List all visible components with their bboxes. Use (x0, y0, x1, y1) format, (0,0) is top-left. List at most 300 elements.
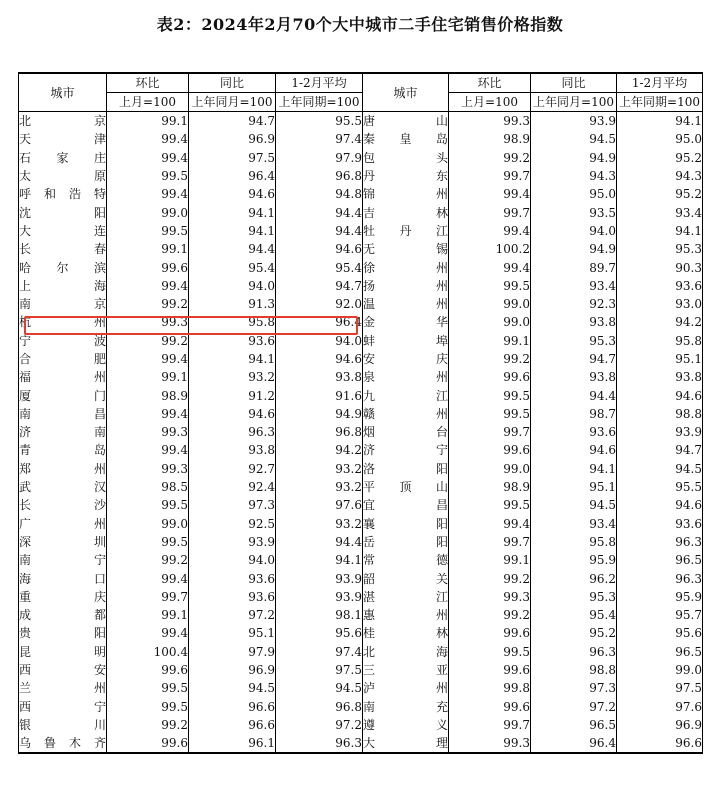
right-mom-cell: 99.4 (449, 185, 531, 203)
left-city-cell: 合肥 (19, 350, 107, 368)
right-yoy-cell: 95.0 (531, 185, 617, 203)
right-avg-cell: 95.8 (617, 332, 703, 350)
left-yoy-cell: 93.8 (189, 441, 276, 459)
left-yoy-cell: 94.6 (189, 185, 276, 203)
header-mom-right: 环比 (449, 73, 531, 93)
right-mom-cell: 99.4 (449, 258, 531, 276)
right-city-cell: 泸州 (363, 679, 449, 697)
left-avg-cell: 97.2 (276, 716, 363, 734)
right-city-cell: 襄阳 (363, 515, 449, 533)
right-yoy-cell: 95.2 (531, 624, 617, 642)
left-yoy-cell: 96.6 (189, 698, 276, 716)
right-avg-cell: 97.5 (617, 679, 703, 697)
left-mom-cell: 99.5 (107, 167, 189, 185)
right-city-cell: 锦州 (363, 185, 449, 203)
left-mom-cell: 99.4 (107, 350, 189, 368)
right-avg-cell: 95.1 (617, 350, 703, 368)
table-row (19, 698, 703, 716)
left-avg-cell: 93.9 (276, 588, 363, 606)
table-row (19, 313, 703, 331)
left-avg-cell: 96.3 (276, 734, 363, 753)
left-city-cell: 天津 (19, 130, 107, 148)
left-yoy-cell: 94.1 (189, 222, 276, 240)
left-avg-cell: 94.2 (276, 441, 363, 459)
left-avg-cell: 93.8 (276, 368, 363, 386)
left-mom-cell: 99.4 (107, 185, 189, 203)
left-mom-cell: 99.1 (107, 240, 189, 258)
left-avg-cell: 92.0 (276, 295, 363, 313)
left-avg-cell: 94.5 (276, 679, 363, 697)
left-city-cell: 石家庄 (19, 149, 107, 167)
right-yoy-cell: 96.3 (531, 643, 617, 661)
right-avg-cell: 94.1 (617, 112, 703, 131)
left-avg-cell: 91.6 (276, 386, 363, 404)
table-row (19, 185, 703, 203)
right-mom-cell: 99.2 (449, 350, 531, 368)
right-city-cell: 金华 (363, 313, 449, 331)
left-mom-cell: 99.6 (107, 734, 189, 753)
right-yoy-cell: 94.5 (531, 130, 617, 148)
right-avg-cell: 96.3 (617, 533, 703, 551)
right-avg-cell: 98.8 (617, 405, 703, 423)
right-avg-cell: 96.9 (617, 716, 703, 734)
left-mom-cell: 99.0 (107, 515, 189, 533)
left-avg-cell: 94.1 (276, 551, 363, 569)
right-mom-cell: 99.5 (449, 405, 531, 423)
right-yoy-cell: 93.9 (531, 112, 617, 131)
left-mom-cell: 99.7 (107, 588, 189, 606)
right-city-cell: 洛阳 (363, 460, 449, 478)
left-mom-cell: 99.1 (107, 368, 189, 386)
right-mom-cell: 99.6 (449, 661, 531, 679)
right-yoy-cell: 92.3 (531, 295, 617, 313)
left-yoy-cell: 97.2 (189, 606, 276, 624)
header-city-right: 城市 (363, 73, 449, 112)
table-row (19, 386, 703, 404)
header-mom-left: 环比 (107, 73, 189, 93)
right-avg-cell: 95.0 (617, 130, 703, 148)
left-yoy-cell: 96.4 (189, 167, 276, 185)
right-yoy-cell: 98.7 (531, 405, 617, 423)
left-yoy-cell: 97.9 (189, 643, 276, 661)
left-city-cell: 重庆 (19, 588, 107, 606)
right-city-cell: 韶关 (363, 569, 449, 587)
left-mom-cell: 99.3 (107, 313, 189, 331)
left-yoy-cell: 93.6 (189, 569, 276, 587)
left-avg-cell: 96.8 (276, 698, 363, 716)
left-avg-cell: 93.2 (276, 478, 363, 496)
right-mom-cell: 99.1 (449, 551, 531, 569)
left-mom-cell: 98.9 (107, 386, 189, 404)
left-yoy-cell: 96.9 (189, 130, 276, 148)
right-mom-cell: 99.0 (449, 313, 531, 331)
left-city-cell: 兰州 (19, 679, 107, 697)
left-yoy-cell: 92.7 (189, 460, 276, 478)
left-yoy-cell: 96.9 (189, 661, 276, 679)
left-avg-cell: 94.4 (276, 533, 363, 551)
right-city-cell: 蚌埠 (363, 332, 449, 350)
left-city-cell: 深圳 (19, 533, 107, 551)
left-city-cell: 济南 (19, 423, 107, 441)
right-yoy-cell: 94.0 (531, 222, 617, 240)
right-yoy-cell: 96.2 (531, 569, 617, 587)
left-yoy-cell: 94.7 (189, 112, 276, 131)
left-yoy-cell: 92.4 (189, 478, 276, 496)
left-avg-cell: 96.8 (276, 167, 363, 185)
header-avg-base-left: 上年同期=100 (276, 93, 363, 112)
left-mom-cell: 99.6 (107, 661, 189, 679)
right-yoy-cell: 93.4 (531, 277, 617, 295)
left-mom-cell: 98.5 (107, 478, 189, 496)
left-city-cell: 西宁 (19, 698, 107, 716)
left-yoy-cell: 96.1 (189, 734, 276, 753)
left-mom-cell: 99.2 (107, 332, 189, 350)
right-mom-cell: 99.5 (449, 496, 531, 514)
left-city-cell: 乌鲁木齐 (19, 734, 107, 753)
table-row (19, 496, 703, 514)
left-city-cell: 宁波 (19, 332, 107, 350)
right-city-cell: 牡丹江 (363, 222, 449, 240)
right-yoy-cell: 93.6 (531, 423, 617, 441)
right-mom-cell: 99.2 (449, 606, 531, 624)
left-city-cell: 南宁 (19, 551, 107, 569)
right-avg-cell: 93.9 (617, 423, 703, 441)
right-yoy-cell: 95.1 (531, 478, 617, 496)
header-avg-base-right: 上年同期=100 (617, 93, 703, 112)
left-avg-cell: 93.2 (276, 515, 363, 533)
table-row (19, 350, 703, 368)
left-city-cell: 郑州 (19, 460, 107, 478)
left-yoy-cell: 93.6 (189, 588, 276, 606)
left-avg-cell: 93.2 (276, 460, 363, 478)
right-yoy-cell: 95.8 (531, 533, 617, 551)
right-city-cell: 扬州 (363, 277, 449, 295)
table-row (19, 240, 703, 258)
left-yoy-cell: 93.2 (189, 368, 276, 386)
table-row (19, 277, 703, 295)
right-city-cell: 徐州 (363, 258, 449, 276)
right-mom-cell: 99.6 (449, 368, 531, 386)
left-yoy-cell: 94.5 (189, 679, 276, 697)
header-yoy-base-left: 上年同月=100 (189, 93, 276, 112)
left-yoy-cell: 95.1 (189, 624, 276, 642)
right-yoy-cell: 94.9 (531, 149, 617, 167)
right-yoy-cell: 96.4 (531, 734, 617, 753)
left-city-cell: 南京 (19, 295, 107, 313)
right-avg-cell: 94.2 (617, 313, 703, 331)
right-city-cell: 北海 (363, 643, 449, 661)
left-mom-cell: 99.4 (107, 405, 189, 423)
left-mom-cell: 99.3 (107, 423, 189, 441)
price-index-table (18, 72, 703, 754)
left-avg-cell: 96.8 (276, 423, 363, 441)
right-city-cell: 吉林 (363, 203, 449, 221)
right-mom-cell: 99.2 (449, 569, 531, 587)
right-yoy-cell: 94.6 (531, 441, 617, 459)
left-avg-cell: 97.5 (276, 661, 363, 679)
left-yoy-cell: 96.6 (189, 716, 276, 734)
right-city-cell: 常德 (363, 551, 449, 569)
right-avg-cell: 94.1 (617, 222, 703, 240)
table-row (19, 112, 703, 131)
right-city-cell: 大理 (363, 734, 449, 753)
left-mom-cell: 99.4 (107, 130, 189, 148)
right-avg-cell: 97.6 (617, 698, 703, 716)
left-mom-cell: 99.2 (107, 716, 189, 734)
right-yoy-cell: 93.8 (531, 313, 617, 331)
table-row (19, 624, 703, 642)
table-body (19, 112, 703, 754)
right-yoy-cell: 97.2 (531, 698, 617, 716)
table-row (19, 515, 703, 533)
table-row (19, 222, 703, 240)
right-yoy-cell: 94.3 (531, 167, 617, 185)
left-mom-cell: 99.4 (107, 149, 189, 167)
right-mom-cell: 99.4 (449, 222, 531, 240)
right-city-cell: 无锡 (363, 240, 449, 258)
right-mom-cell: 99.0 (449, 460, 531, 478)
right-city-cell: 安庆 (363, 350, 449, 368)
header-avg-right: 1-2月平均 (617, 73, 703, 93)
left-city-cell: 昆明 (19, 643, 107, 661)
left-city-cell: 哈尔滨 (19, 258, 107, 276)
table-row (19, 203, 703, 221)
left-avg-cell: 98.1 (276, 606, 363, 624)
left-avg-cell: 94.6 (276, 240, 363, 258)
table-row (19, 295, 703, 313)
left-avg-cell: 94.7 (276, 277, 363, 295)
right-avg-cell: 94.6 (617, 386, 703, 404)
left-avg-cell: 95.6 (276, 624, 363, 642)
right-avg-cell: 94.3 (617, 167, 703, 185)
right-yoy-cell: 94.9 (531, 240, 617, 258)
left-city-cell: 呼和浩特 (19, 185, 107, 203)
right-avg-cell: 93.8 (617, 368, 703, 386)
left-mom-cell: 99.5 (107, 533, 189, 551)
right-city-cell: 秦皇岛 (363, 130, 449, 148)
right-avg-cell: 96.5 (617, 551, 703, 569)
left-yoy-cell: 94.0 (189, 551, 276, 569)
table-row (19, 569, 703, 587)
table-row (19, 533, 703, 551)
right-yoy-cell: 95.9 (531, 551, 617, 569)
table-row (19, 460, 703, 478)
right-yoy-cell: 98.8 (531, 661, 617, 679)
right-mom-cell: 99.4 (449, 515, 531, 533)
left-city-cell: 贵阳 (19, 624, 107, 642)
right-avg-cell: 95.7 (617, 606, 703, 624)
table-row (19, 368, 703, 386)
left-city-cell: 银川 (19, 716, 107, 734)
table-row (19, 130, 703, 148)
left-city-cell: 大连 (19, 222, 107, 240)
left-avg-cell: 94.0 (276, 332, 363, 350)
right-mom-cell: 99.6 (449, 441, 531, 459)
left-avg-cell: 97.6 (276, 496, 363, 514)
header-yoy-right: 同比 (531, 73, 617, 93)
left-yoy-cell: 91.3 (189, 295, 276, 313)
right-mom-cell: 99.3 (449, 588, 531, 606)
table-row (19, 405, 703, 423)
right-yoy-cell: 94.4 (531, 386, 617, 404)
left-avg-cell: 95.4 (276, 258, 363, 276)
left-avg-cell: 94.8 (276, 185, 363, 203)
right-mom-cell: 98.9 (449, 478, 531, 496)
right-city-cell: 丹东 (363, 167, 449, 185)
right-mom-cell: 99.7 (449, 203, 531, 221)
left-avg-cell: 94.6 (276, 350, 363, 368)
left-mom-cell: 99.5 (107, 698, 189, 716)
left-yoy-cell: 92.5 (189, 515, 276, 533)
left-city-cell: 西安 (19, 661, 107, 679)
left-mom-cell: 99.4 (107, 569, 189, 587)
table-row (19, 478, 703, 496)
right-city-cell: 平顶山 (363, 478, 449, 496)
right-yoy-cell: 93.4 (531, 515, 617, 533)
left-city-cell: 南昌 (19, 405, 107, 423)
right-yoy-cell: 95.3 (531, 332, 617, 350)
left-city-cell: 成都 (19, 606, 107, 624)
left-mom-cell: 99.5 (107, 496, 189, 514)
table-header (19, 73, 703, 112)
header-city-left: 城市 (19, 73, 107, 112)
right-mom-cell: 99.7 (449, 167, 531, 185)
left-avg-cell: 96.4 (276, 313, 363, 331)
right-yoy-cell: 95.4 (531, 606, 617, 624)
right-mom-cell: 99.1 (449, 332, 531, 350)
right-avg-cell: 94.7 (617, 441, 703, 459)
right-mom-cell: 98.9 (449, 130, 531, 148)
left-yoy-cell: 94.1 (189, 203, 276, 221)
right-avg-cell: 96.3 (617, 569, 703, 587)
right-mom-cell: 99.3 (449, 112, 531, 131)
right-yoy-cell: 97.3 (531, 679, 617, 697)
table-row (19, 606, 703, 624)
left-avg-cell: 94.4 (276, 203, 363, 221)
left-mom-cell: 99.2 (107, 551, 189, 569)
left-yoy-cell: 97.3 (189, 496, 276, 514)
right-city-cell: 惠州 (363, 606, 449, 624)
left-yoy-cell: 95.8 (189, 313, 276, 331)
left-mom-cell: 99.4 (107, 277, 189, 295)
right-mom-cell: 100.2 (449, 240, 531, 258)
table-row (19, 423, 703, 441)
right-yoy-cell: 94.1 (531, 460, 617, 478)
left-yoy-cell: 93.9 (189, 533, 276, 551)
right-city-cell: 南充 (363, 698, 449, 716)
right-city-cell: 桂林 (363, 624, 449, 642)
header-yoy-base-right: 上年同月=100 (531, 93, 617, 112)
table-row (19, 258, 703, 276)
left-city-cell: 武汉 (19, 478, 107, 496)
right-avg-cell: 93.4 (617, 203, 703, 221)
left-city-cell: 福州 (19, 368, 107, 386)
right-yoy-cell: 96.5 (531, 716, 617, 734)
table-row (19, 588, 703, 606)
left-avg-cell: 95.5 (276, 112, 363, 131)
left-avg-cell: 97.4 (276, 130, 363, 148)
right-city-cell: 三亚 (363, 661, 449, 679)
left-city-cell: 上海 (19, 277, 107, 295)
page-title: 表2：2024年2月70个大中城市二手住宅销售价格指数 (156, 15, 564, 34)
right-yoy-cell: 93.8 (531, 368, 617, 386)
left-mom-cell: 99.5 (107, 679, 189, 697)
right-mom-cell: 99.7 (449, 716, 531, 734)
left-yoy-cell: 94.1 (189, 350, 276, 368)
left-mom-cell: 99.3 (107, 460, 189, 478)
right-avg-cell: 95.5 (617, 478, 703, 496)
header-yoy-left: 同比 (189, 73, 276, 93)
table-row (19, 167, 703, 185)
left-yoy-cell: 94.0 (189, 277, 276, 295)
table-row (19, 149, 703, 167)
left-yoy-cell: 91.2 (189, 386, 276, 404)
right-avg-cell: 94.5 (617, 460, 703, 478)
right-avg-cell: 93.6 (617, 277, 703, 295)
left-mom-cell: 100.4 (107, 643, 189, 661)
left-city-cell: 杭州 (19, 313, 107, 331)
table-row (19, 332, 703, 350)
right-mom-cell: 99.0 (449, 295, 531, 313)
right-city-cell: 赣州 (363, 405, 449, 423)
right-avg-cell: 96.5 (617, 643, 703, 661)
left-avg-cell: 97.9 (276, 149, 363, 167)
right-mom-cell: 99.5 (449, 277, 531, 295)
right-mom-cell: 99.2 (449, 149, 531, 167)
right-avg-cell: 96.6 (617, 734, 703, 753)
right-yoy-cell: 94.7 (531, 350, 617, 368)
right-yoy-cell: 95.3 (531, 588, 617, 606)
right-mom-cell: 99.6 (449, 698, 531, 716)
left-mom-cell: 99.2 (107, 295, 189, 313)
right-avg-cell: 95.9 (617, 588, 703, 606)
right-city-cell: 遵义 (363, 716, 449, 734)
table-row (19, 679, 703, 697)
left-city-cell: 海口 (19, 569, 107, 587)
left-avg-cell: 93.9 (276, 569, 363, 587)
right-mom-cell: 99.3 (449, 734, 531, 753)
left-city-cell: 青岛 (19, 441, 107, 459)
right-city-cell: 湛江 (363, 588, 449, 606)
left-yoy-cell: 95.4 (189, 258, 276, 276)
left-mom-cell: 99.5 (107, 222, 189, 240)
left-mom-cell: 99.1 (107, 112, 189, 131)
right-avg-cell: 95.2 (617, 149, 703, 167)
right-city-cell: 宜昌 (363, 496, 449, 514)
right-city-cell: 岳阳 (363, 533, 449, 551)
table-row (19, 551, 703, 569)
right-avg-cell: 95.6 (617, 624, 703, 642)
right-avg-cell: 94.6 (617, 496, 703, 514)
right-city-cell: 泉州 (363, 368, 449, 386)
left-avg-cell: 94.4 (276, 222, 363, 240)
header-avg-left: 1-2月平均 (276, 73, 363, 93)
right-avg-cell: 95.2 (617, 185, 703, 203)
left-yoy-cell: 94.4 (189, 240, 276, 258)
right-mom-cell: 99.5 (449, 386, 531, 404)
table-row (19, 716, 703, 734)
left-city-cell: 长沙 (19, 496, 107, 514)
header-mom-base-right: 上月=100 (449, 93, 531, 112)
table-row (19, 441, 703, 459)
left-mom-cell: 99.6 (107, 258, 189, 276)
left-city-cell: 厦门 (19, 386, 107, 404)
right-mom-cell: 99.8 (449, 679, 531, 697)
right-avg-cell: 95.3 (617, 240, 703, 258)
right-mom-cell: 99.6 (449, 624, 531, 642)
right-avg-cell: 90.3 (617, 258, 703, 276)
left-mom-cell: 99.4 (107, 624, 189, 642)
